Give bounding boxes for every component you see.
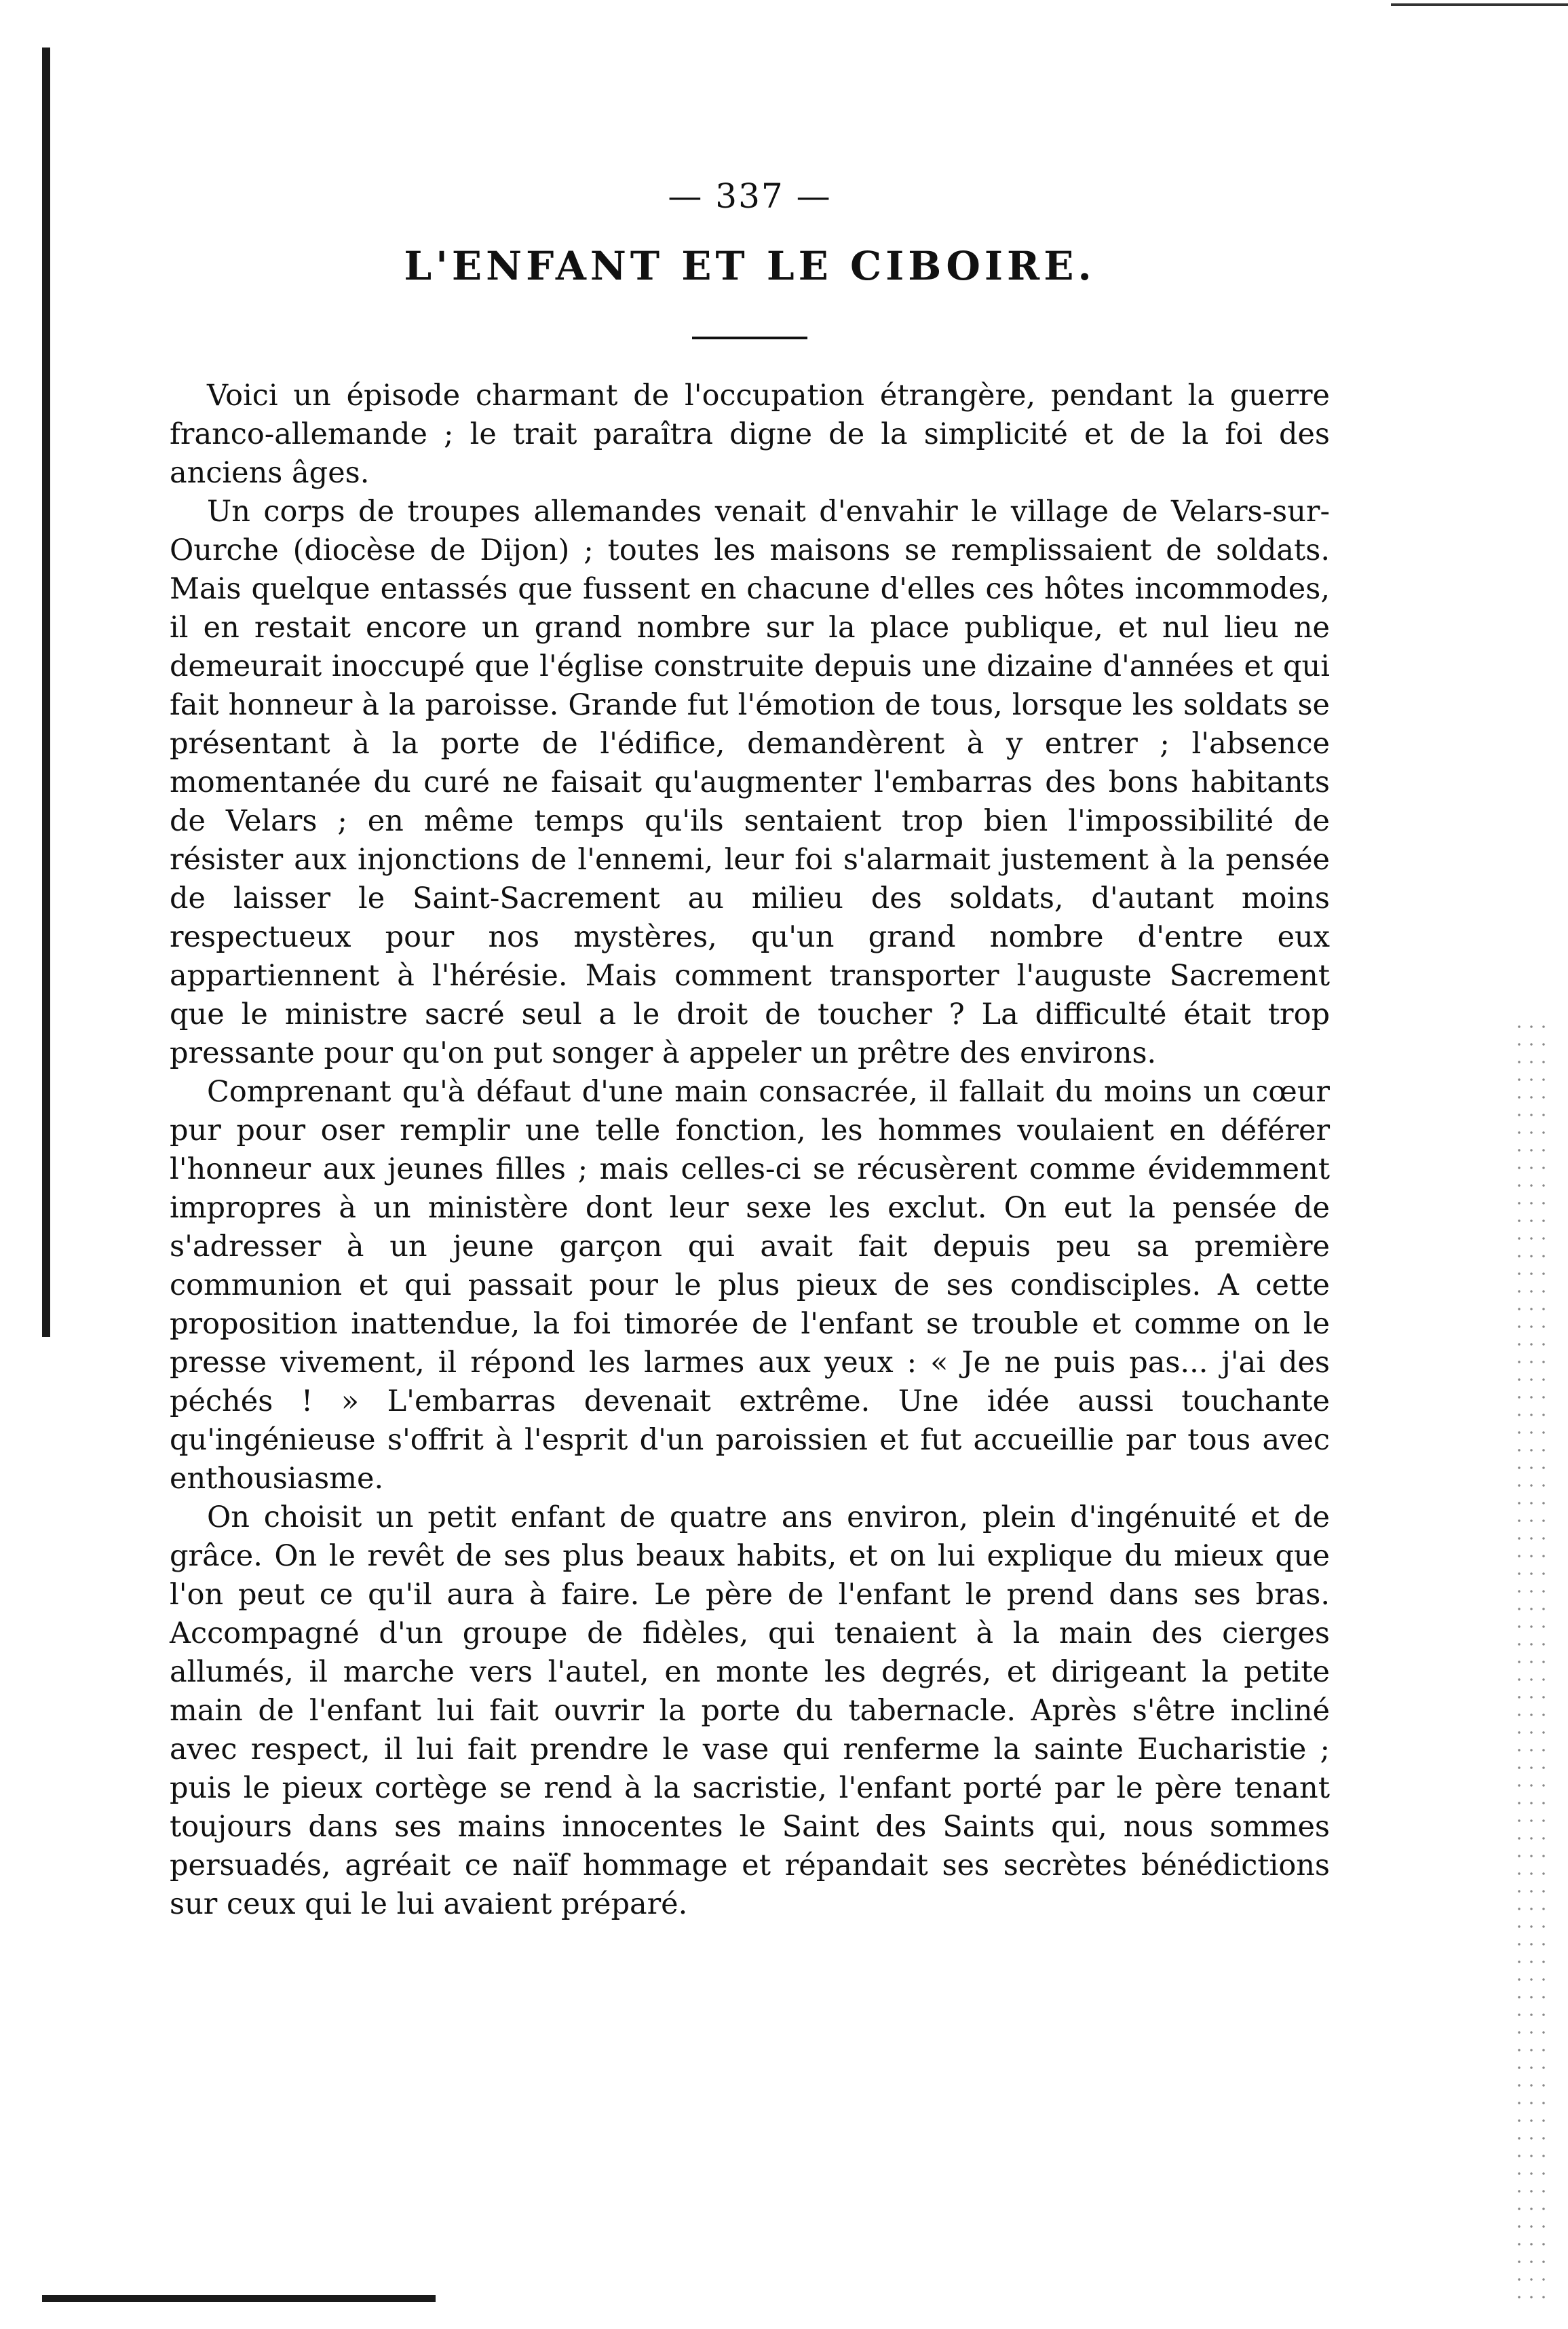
chapter-title: L'ENFANT ET LE CIBOIRE.: [404, 243, 1096, 289]
paragraph-2: Un corps de troupes allemandes venait d'envahir le village de Velars-sur-Ourche (diocèse de Dijon) ; toutes les maisons se remplissaient de soldats. Mais quelque entassés que fussent en chacune d'elles ces hôtes incommodes, il en restait encore un grand nombre sur la place publique, et nul lieu ne demeurait inoccupé que l'église construite depuis une dizaine d'années et qui fait honneur à la paroisse. Grande fut l'émotion de tous, lorsque les soldats se présentant à la porte de l'édifice, demandèrent à y entrer ; l'absence momentanée du curé ne faisait qu'augmenter l'embarras des bons habitants de Velars ; en même temps qu'ils sentaient trop bien l'impossibilité de résister aux injonctions de l'ennemi, leur foi s'alarmait justement à la pensée de laisser le Saint-Sacrement au milieu des soldats, d'autant moins respectueux pour nos mystères, qu'un grand nombre d'entre eux appartiennent à l'hérésie. Mais comment transporter l'auguste Sacrement que le ministre sacré seul a le droit de toucher ? La difficulté était trop pressante pour qu'on put songer à appeler un prêtre des environs.: [170, 495, 1330, 1070]
page-number: — 337 —: [668, 176, 832, 216]
scan-edge-shadow-bottom: [42, 2295, 436, 2302]
scan-edge-shadow-left: [42, 48, 50, 1337]
paragraph-3: Comprenant qu'à défaut d'une main consacrée, il fallait du moins un cœur pur pour oser remplir une telle fonction, les hommes voulaient en déférer l'honneur aux jeunes filles ; mais celles-ci se récusèrent comme évidemment impropres à un ministère dont leur sexe les exclut. On eut la pensée de s'adresser à un jeune garçon qui avait fait depuis peu sa première communion et qui passait pour le plus pieux de ses condisciples. A cette proposition inattendue, la foi timorée de l'enfant se trouble et comme on le presse vivement, il répond les larmes aux yeux : « Je ne puis pas... j'ai des péchés ! » L'embarras devenait extrême. Une idée aussi touchante qu'ingénieuse s'offrit à l'esprit d'un paroissien et fut accueillie par tous avec enthousiasme.: [170, 1075, 1330, 1496]
scan-edge-line-top: [1391, 3, 1568, 6]
scan-edge-noise: [1513, 1018, 1554, 2307]
paragraph-4: On choisit un petit enfant de quatre ans environ, plein d'ingénuité et de grâce. On le revêt de ses plus beaux habits, et on lui explique du mieux que l'on peut ce qu'il aura à faire. Le père de l'enfant le prend dans ses bras. Accompagné d'un groupe de fidèles, qui tenaient à la main des cierges allumés, il marche vers l'autel, en monte les degrés, et dirigeant la petite main de l'enfant lui fait ouvrir la porte du tabernacle. Après s'être incliné avec respect, il lui fait prendre le vase qui renferme la sainte Eucharistie ; puis le pieux cortège se rend à la sacristie, l'enfant porté par le père tenant toujours dans ses mains innocentes le Saint des Saints qui, nous sommes persuadés, agréait ce naïf hommage et répandait ses secrètes bénédictions sur ceux qui le lui avaient préparé.: [170, 1500, 1330, 1921]
title-rule: [692, 337, 807, 339]
page-content: [170, 176, 1330, 1924]
paragraph-1: Voici un épisode charmant de l'occupation étrangère, pendant la guerre franco-allemande ; le trait paraîtra digne de la simplicité et de la foi des anciens âges.: [170, 379, 1330, 490]
